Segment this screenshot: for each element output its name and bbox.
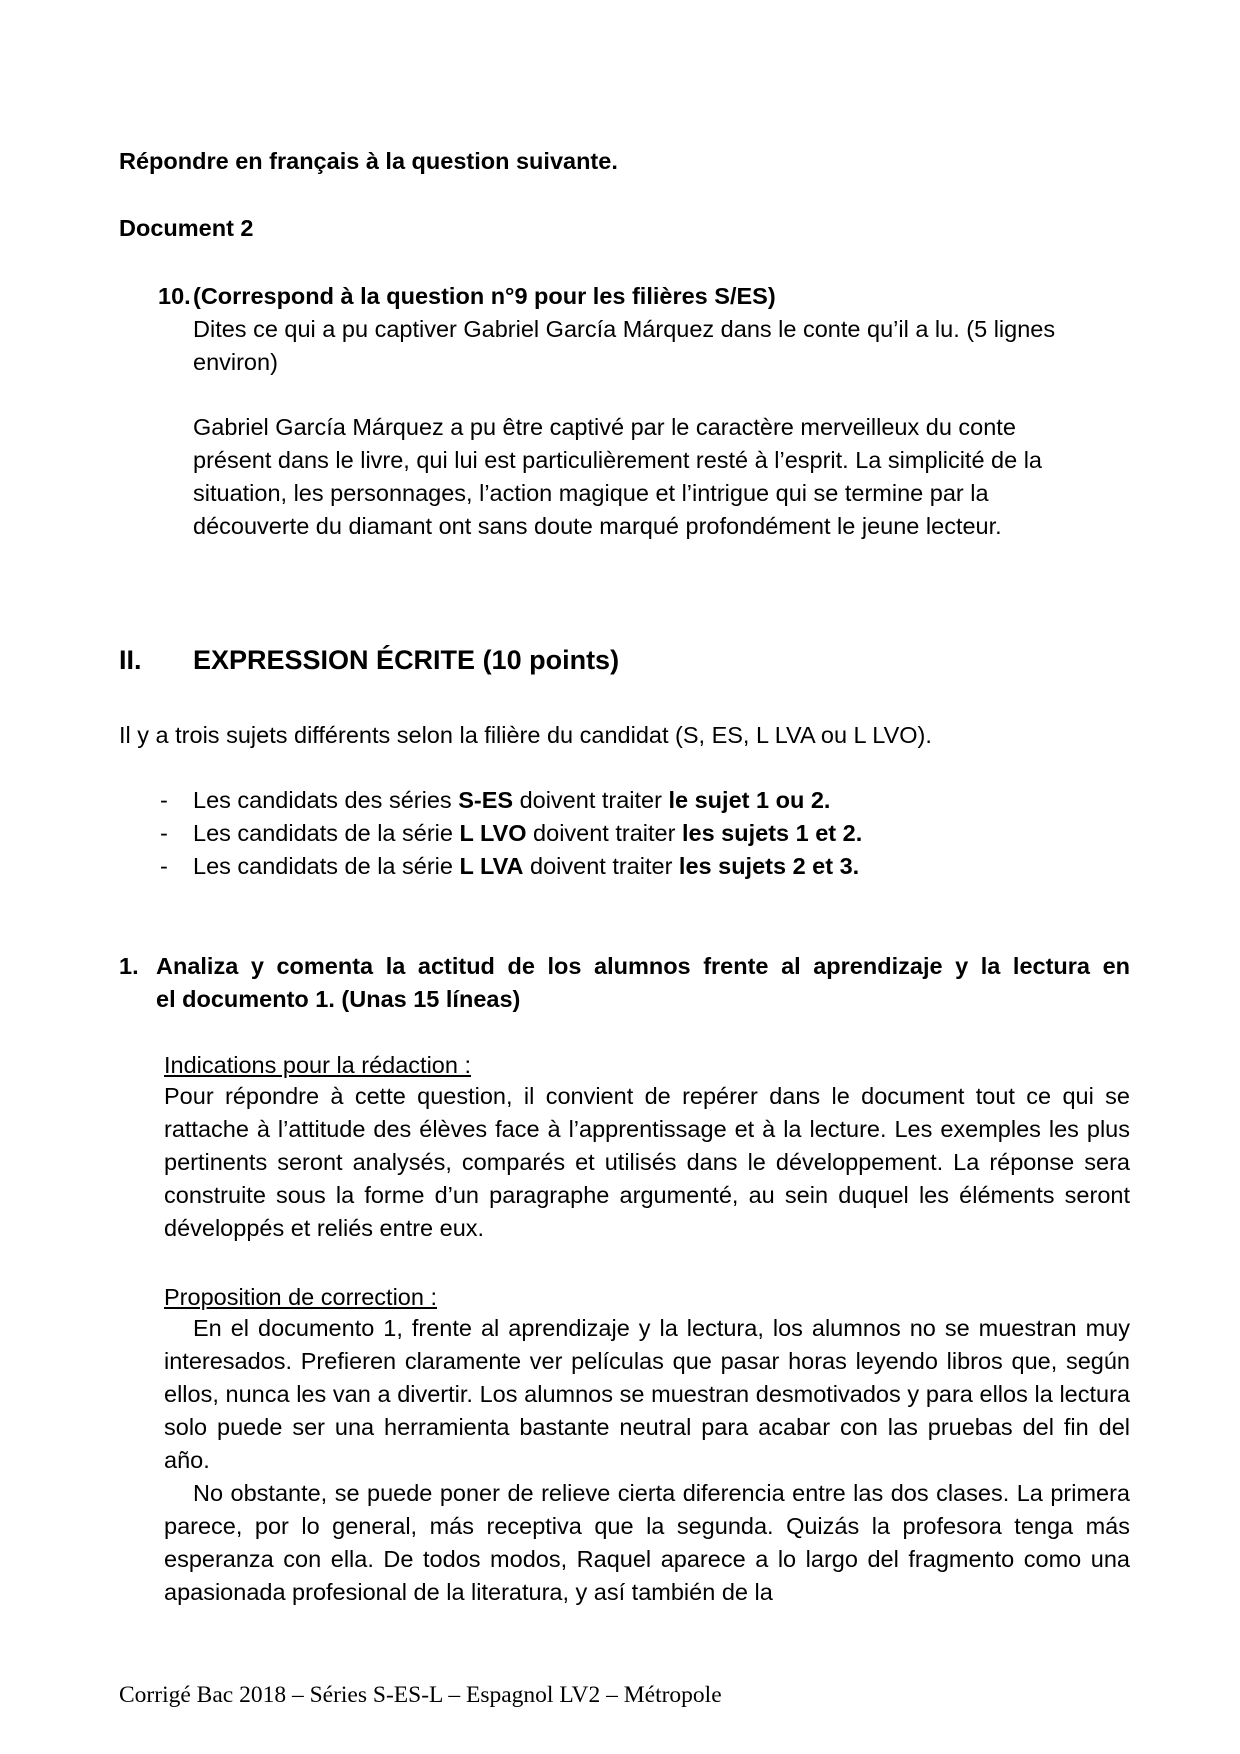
correction-heading: Proposition de correction : [164, 1284, 438, 1310]
answer-line: découverte du diamant ont sans doute marqué profondément le jeune lecteur. [193, 513, 1002, 539]
answer-line: situation, les personnages, l’action magique et l’intrigue qui se termine par la [193, 480, 989, 506]
subject-number: 1. [119, 953, 139, 979]
section-numeral: II. [119, 645, 142, 675]
page-footer: Corrigé Bac 2018 – Séries S-ES-L – Espagnol LV2 – Métropole [119, 1681, 722, 1708]
correction-text [164, 1312, 1130, 1609]
bullet-dash: - [160, 787, 168, 813]
bullet-dash: - [160, 853, 168, 879]
section-intro: Il y a trois sujets différents selon la filière du candidat (S, ES, L LVA ou L LVO). [119, 722, 932, 748]
subject-title-line1: Analiza y comenta la actitud de los alumnos frente al aprendizaje y la lectura en [156, 953, 1130, 979]
bullet-item: Les candidats de la série L LVO doivent traiter les sujets 1 et 2. [193, 820, 863, 846]
section-title: EXPRESSION ÉCRITE (10 points) [193, 645, 620, 675]
question-title: (Correspond à la question n°9 pour les filières S/ES) [193, 283, 776, 309]
bullet-item: Les candidats de la série L LVA doivent traiter les sujets 2 et 3. [193, 853, 860, 879]
indications-text: Pour répondre à cette question, il convient de repérer dans le document tout ce qui se rattache à l’attitude des élèves face à l’apprentissage et à la lecture. Les exemples les plus pertinents seront analysés, comparés et utilisés dans le développement. La réponse sera construite sous la forme d’un paragraphe argumenté, au sein duquel les éléments seront développés et reliés entre eux. [164, 1083, 1130, 1241]
answer-line: présent dans le livre, qui lui est particulièrement resté à l’esprit. La simplicité de la [193, 447, 1043, 473]
question-number: 10. [158, 283, 191, 309]
document-label: Document 2 [119, 215, 254, 241]
correction-paragraph: En el documento 1, frente al aprendizaje y la lectura, los alumnos no se muestran muy interesados. Prefieren claramente ver películas que pasar horas leyendo libros que, según ellos, nunca les van a divertir. Los alumnos se muestran desmotivados y para ellos la lectura solo puede ser una herramienta bastante neutral para acabar con las pruebas del fin del año. [164, 1315, 1130, 1473]
subject-title-line2: el documento 1. (Unas 15 líneas) [156, 986, 521, 1012]
correction-paragraph: No obstante, se puede poner de relieve cierta diferencia entre las dos clases. La primera parece, por lo general, más receptiva que la segunda. Quizás la profesora tenga más esperanza con ella. De todos modos, Raquel aparece a lo largo del fragmento como una apasionada profesional de la literatura, y así también de la [164, 1480, 1130, 1605]
answer-line: Gabriel García Márquez a pu être captivé par le caractère merveilleux du conte [193, 414, 1016, 440]
question-prompt-line2: environ) [193, 349, 278, 375]
bullet-dash: - [160, 820, 168, 846]
question-prompt-line1: Dites ce qui a pu captiver Gabriel García Márquez dans le conte qu’il a lu. (5 lignes [193, 316, 1056, 342]
indications-heading: Indications pour la rédaction : [164, 1052, 471, 1078]
instruction-heading: Répondre en français à la question suivante. [119, 148, 618, 174]
bullet-item: Les candidats des séries S-ES doivent traiter le sujet 1 ou 2. [193, 787, 831, 813]
